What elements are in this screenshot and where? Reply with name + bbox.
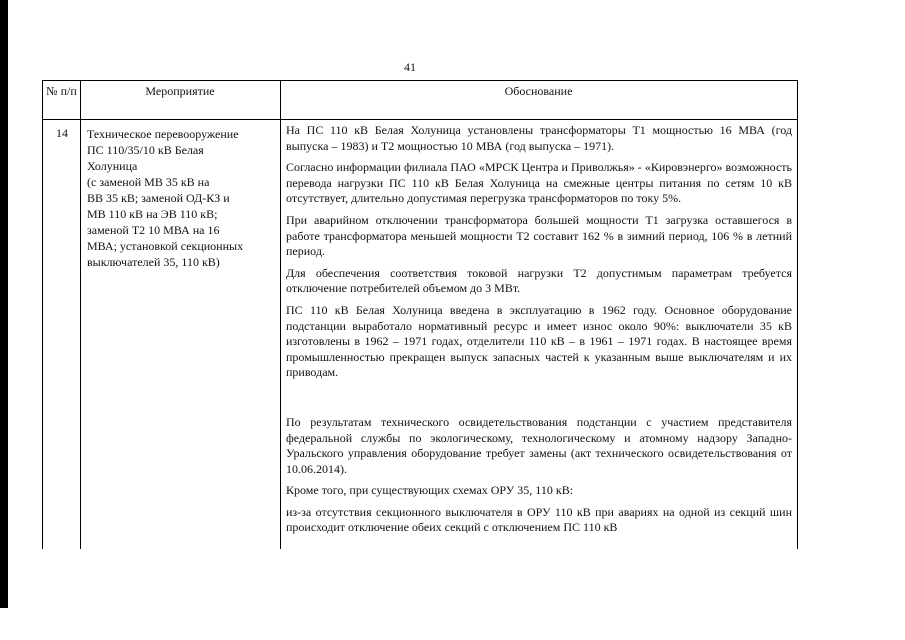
measure-line: ВВ 35 кВ; заменой ОД-КЗ и: [87, 191, 230, 205]
measure-line: ПС 110/35/10 кВ Белая: [87, 143, 204, 157]
justification-paragraph: На ПС 110 кВ Белая Холуница установлены трансформаторы Т1 мощностью 16 МВА (год выпуска – 1983) и Т2 мощностью 10 МВА (год выпуска – 1971).: [286, 123, 792, 153]
measure-line: МВА; установкой секционных: [87, 239, 244, 253]
measure-line: выключателей 35, 110 кВ): [87, 255, 220, 269]
justification-paragraph: из-за отсутствия секционного выключателя в ОРУ 110 кВ при авариях на одной из секций шин происходит отключение обеих секций с отключением ПС 110 кВ: [286, 504, 792, 535]
measure-line: МВ 110 кВ на ЭВ 110 кВ;: [87, 207, 218, 221]
measures-table: [42, 80, 798, 549]
justification-paragraph: По результатам технического освидетельствования подстанции с участием представителя федеральной службы по экологическому, технологическому и атомному надзору Западно-Уральского управления оборудование требует замены (акт технического освидетельствования от 10.06.2014).: [286, 414, 792, 476]
measure-line: Техническое перевооружение: [87, 127, 239, 141]
justification-paragraph: При аварийном отключении трансформатора большей мощности Т1 загрузка оставшегося в работе трансформатора меньшей мощности Т2 составит 162 % в зимний период, 106 % в летний период.: [286, 212, 792, 259]
page-number: 41: [404, 60, 416, 74]
justification-paragraph: Согласно информации филиала ПАО «МРСК Центра и Приволжья» - «Кировэнерго» возможность перевода нагрузки ПС 110 кВ Белая Холуница на смежные центры питания по сетям 10 кВ отсутствует, длительно допустимая перегрузка трансформаторов по току 5%.: [286, 160, 792, 206]
column-divider: [280, 81, 281, 549]
justification-cell: [286, 123, 792, 536]
justification-paragraph: ПС 110 кВ Белая Холуница введена в эксплуатацию в 1962 году. Основное оборудование подстанции выработало нормативный ресурс и имеет износ около 90%: выключатели 35 кВ изготовлены в 1962 – 1971 годах, отделители 110 кВ – в 1961 – 1971 годах. В настоящее время промышленностью прекращен выпуск запасных частей к указанным выше выключателям и их приводам.: [286, 302, 792, 380]
header-divider: [43, 119, 797, 120]
scan-edge-shadow: [0, 0, 8, 608]
header-num: № п/п: [46, 84, 77, 98]
justification-paragraph: Кроме того, при существующих схемах ОРУ 35, 110 кВ:: [286, 483, 574, 498]
measure-line: (с заменой МВ 35 кВ на: [87, 175, 210, 189]
measure-line: Холуница: [87, 159, 138, 173]
measure-cell: [87, 126, 247, 270]
header-measure: Мероприятие: [145, 84, 215, 98]
row-number: 14: [56, 126, 68, 140]
header-justification: Обоснование: [504, 84, 573, 98]
justification-paragraph: Для обеспечения соответствия токовой нагрузки Т2 допустимым параметрам требуется отключение потребителей объемом до 3 МВт.: [286, 265, 792, 296]
measure-line: заменой Т2 10 МВА на 16: [87, 223, 220, 237]
column-divider: [80, 81, 81, 549]
